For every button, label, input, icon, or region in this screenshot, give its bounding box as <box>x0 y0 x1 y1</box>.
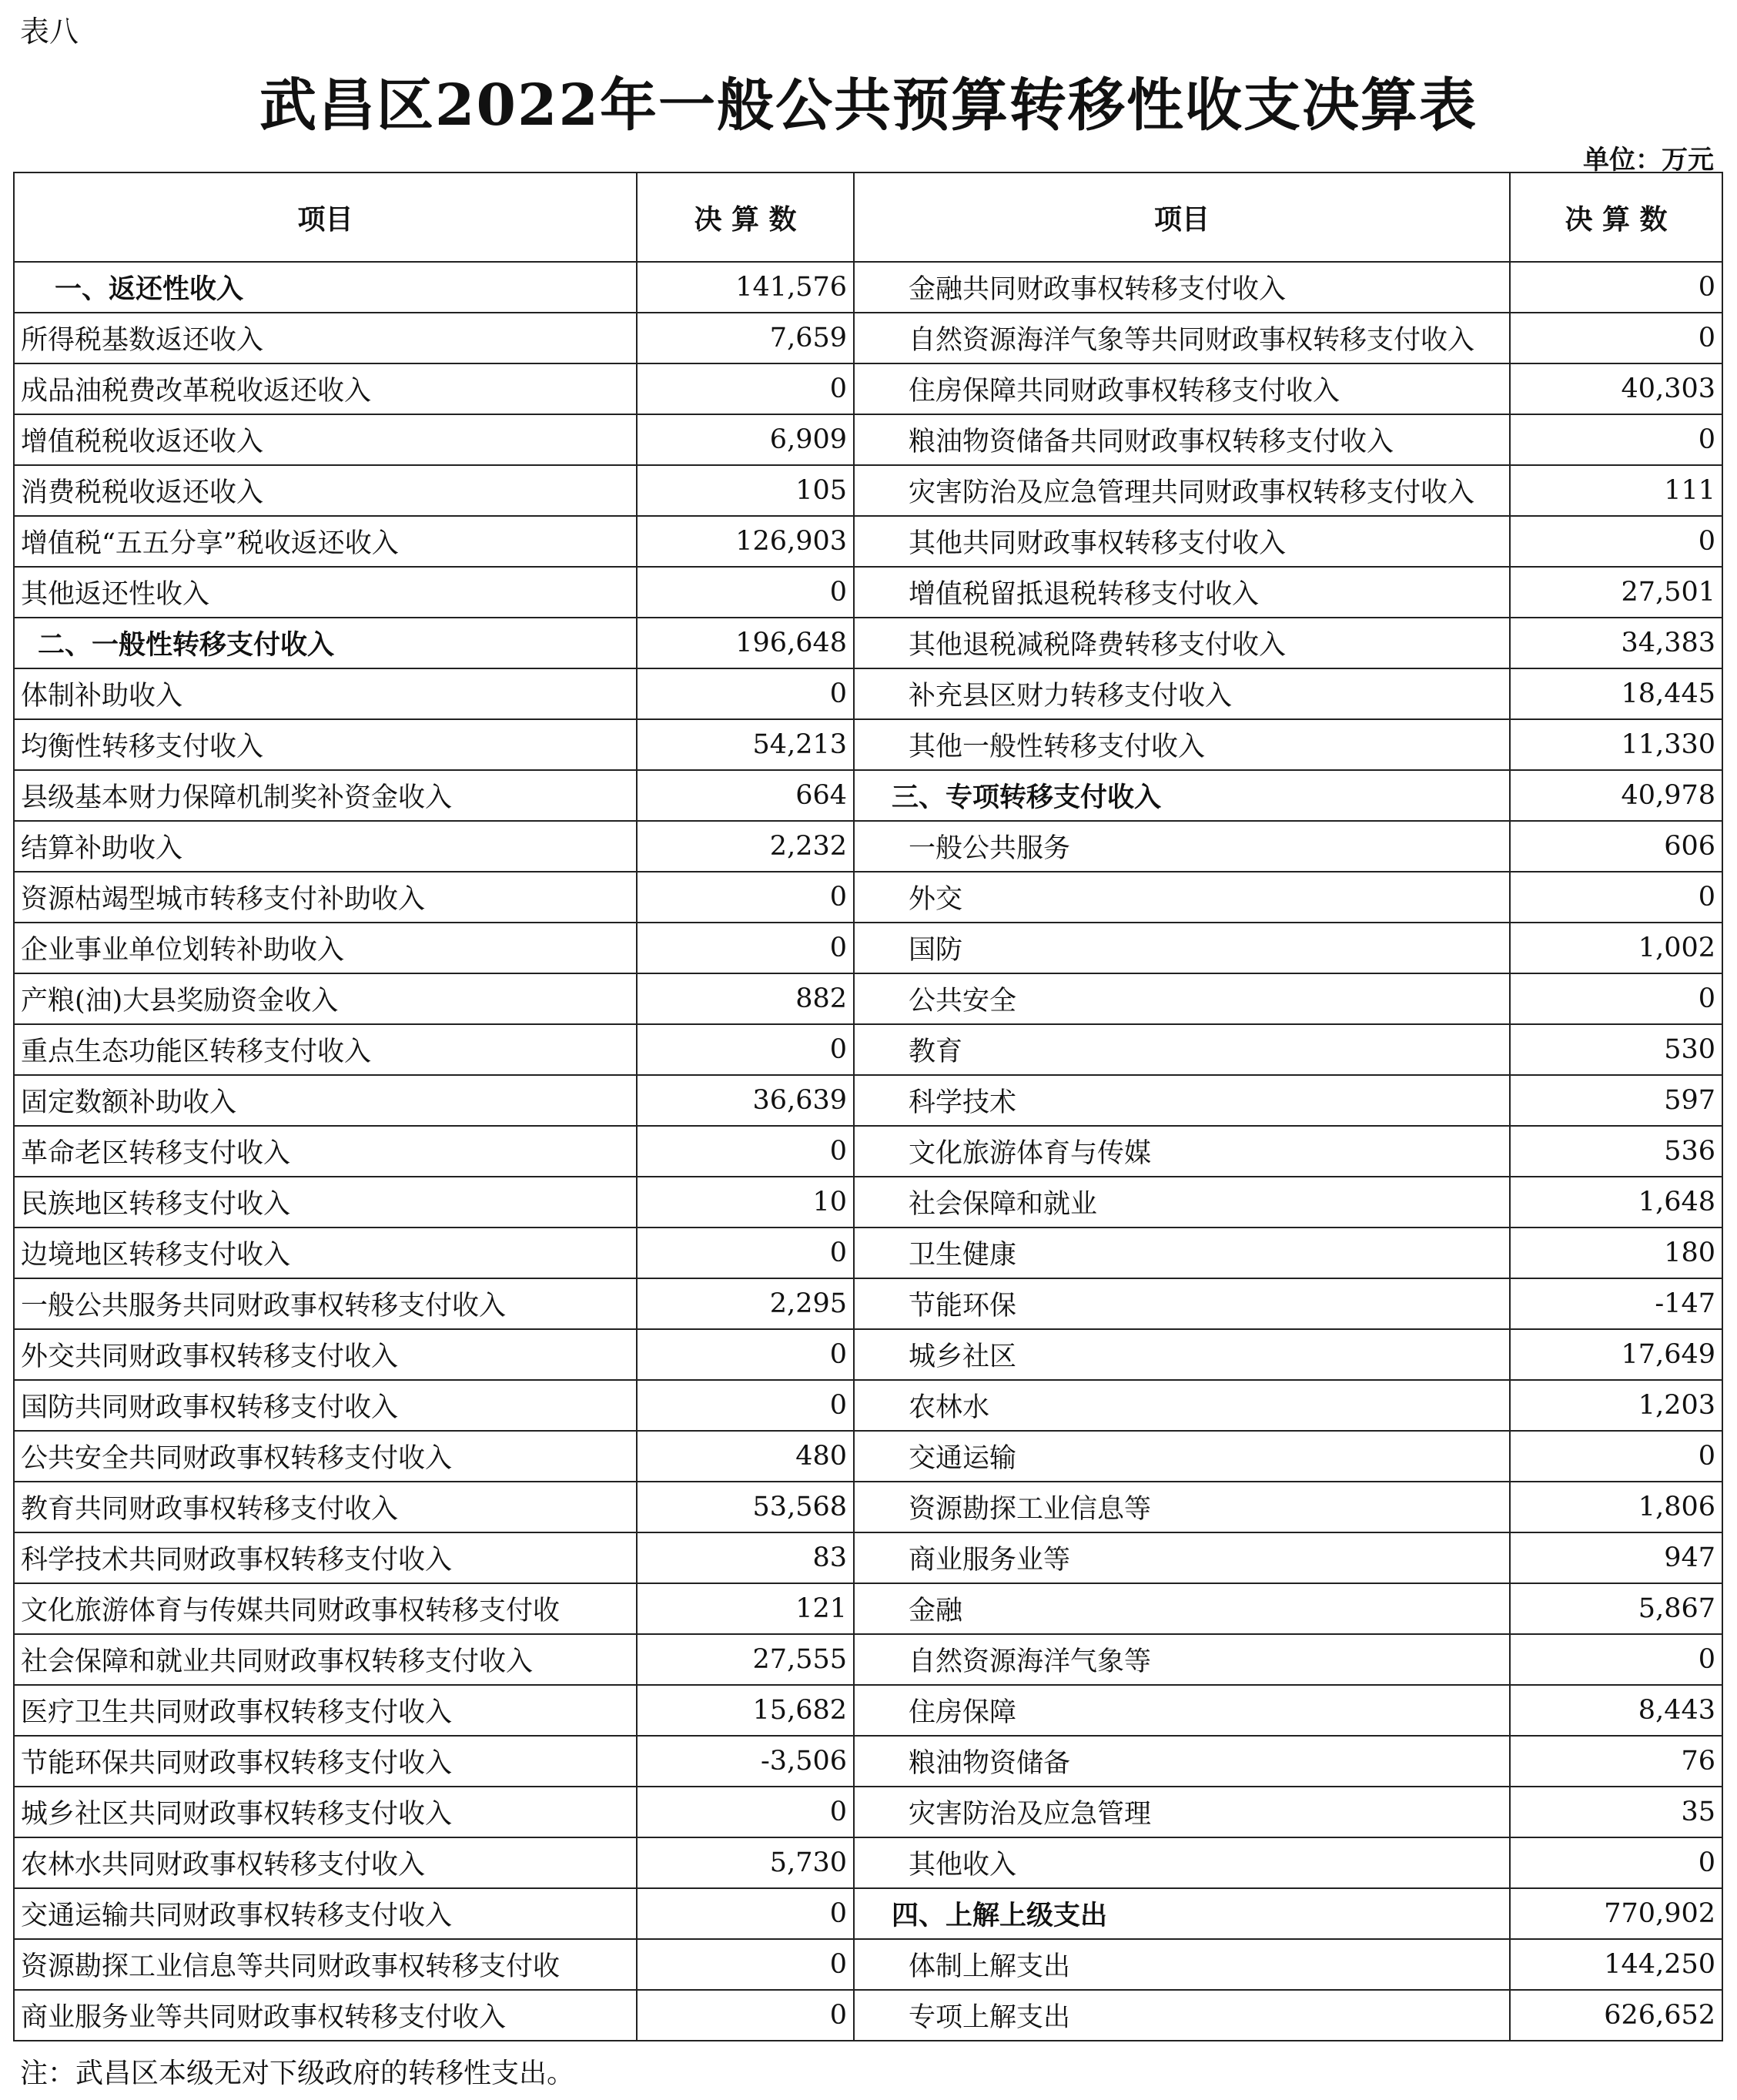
right-item-value: 1,203 <box>1510 1380 1722 1431</box>
left-item-value: 0 <box>637 923 854 973</box>
left-item-name: 民族地区转移支付收入 <box>14 1177 637 1228</box>
right-item-name: 公共安全 <box>854 973 1510 1024</box>
right-item-value: 0 <box>1510 1431 1722 1482</box>
header-item-right: 项目 <box>854 172 1510 262</box>
table-row <box>14 1482 1722 1532</box>
right-item-name: 金融 <box>854 1583 1510 1634</box>
table-row <box>14 618 1722 668</box>
left-item-value: 0 <box>637 363 854 414</box>
table-row <box>14 1431 1722 1482</box>
table-row <box>14 1837 1722 1888</box>
left-item-value: 882 <box>637 973 854 1024</box>
right-item-value: 0 <box>1510 414 1722 465</box>
table-row <box>14 1736 1722 1787</box>
left-item-name: 社会保障和就业共同财政事权转移支付收入 <box>14 1634 637 1685</box>
left-item-name: 商业服务业等共同财政事权转移支付收入 <box>14 1990 637 2041</box>
table-row <box>14 313 1722 363</box>
right-item-value: 1,002 <box>1510 923 1722 973</box>
left-item-value: 10 <box>637 1177 854 1228</box>
right-item-value: 18,445 <box>1510 668 1722 719</box>
left-item-value: 0 <box>637 1990 854 2041</box>
left-item-value: 105 <box>637 465 854 516</box>
right-item-name: 农林水 <box>854 1380 1510 1431</box>
right-item-value: 11,330 <box>1510 719 1722 770</box>
left-item-value: 27,555 <box>637 1634 854 1685</box>
left-item-name: 教育共同财政事权转移支付收入 <box>14 1482 637 1532</box>
right-item-value: 17,649 <box>1510 1329 1722 1380</box>
left-item-value: 0 <box>637 1939 854 1990</box>
left-item-name: 所得税基数返还收入 <box>14 313 637 363</box>
table-row <box>14 668 1722 719</box>
right-item-value: 40,978 <box>1510 770 1722 821</box>
left-item-name: 外交共同财政事权转移支付收入 <box>14 1329 637 1380</box>
left-item-value: 53,568 <box>637 1482 854 1532</box>
table-row <box>14 719 1722 770</box>
table-row <box>14 770 1722 821</box>
right-item-name: 外交 <box>854 872 1510 923</box>
right-item-name: 体制上解支出 <box>854 1939 1510 1990</box>
left-item-value: 54,213 <box>637 719 854 770</box>
right-item-name: 商业服务业等 <box>854 1532 1510 1583</box>
right-item-name: 金融共同财政事权转移支付收入 <box>854 262 1510 313</box>
header-value-right: 决 算 数 <box>1510 172 1722 262</box>
header-value-left: 决 算 数 <box>637 172 854 262</box>
footnote: 注：武昌区本级无对下级政府的转移性支出。 <box>20 2058 575 2089</box>
table-row <box>14 1278 1722 1329</box>
table-row <box>14 821 1722 872</box>
table-row <box>14 1228 1722 1278</box>
right-item-value: 606 <box>1510 821 1722 872</box>
table-header-row <box>14 172 1722 262</box>
table-row <box>14 1024 1722 1075</box>
left-item-value: 126,903 <box>637 516 854 567</box>
left-item-value: 121 <box>637 1583 854 1634</box>
left-item-value: -3,506 <box>637 1736 854 1787</box>
right-item-name: 灾害防治及应急管理 <box>854 1787 1510 1837</box>
left-item-value: 6,909 <box>637 414 854 465</box>
table-row <box>14 567 1722 618</box>
left-item-name: 增值税“五五分享”税收返还收入 <box>14 516 637 567</box>
table-row <box>14 1634 1722 1685</box>
left-item-value: 83 <box>637 1532 854 1583</box>
right-item-value: 536 <box>1510 1126 1722 1177</box>
unit-label: 单位：万元 <box>1583 145 1714 176</box>
right-item-name: 增值税留抵退税转移支付收入 <box>854 567 1510 618</box>
table-row <box>14 262 1722 313</box>
left-item-value: 36,639 <box>637 1075 854 1126</box>
right-item-name: 自然资源海洋气象等 <box>854 1634 1510 1685</box>
right-item-name: 自然资源海洋气象等共同财政事权转移支付收入 <box>854 313 1510 363</box>
table-row <box>14 1787 1722 1837</box>
left-item-value: 15,682 <box>637 1685 854 1736</box>
right-item-name: 交通运输 <box>854 1431 1510 1482</box>
left-item-name: 企业事业单位划转补助收入 <box>14 923 637 973</box>
table-row <box>14 1939 1722 1990</box>
right-item-name: 国防 <box>854 923 1510 973</box>
left-item-value: 0 <box>637 1024 854 1075</box>
right-item-name: 补充县区财力转移支付收入 <box>854 668 1510 719</box>
left-item-value: 141,576 <box>637 262 854 313</box>
left-item-value: 0 <box>637 1888 854 1939</box>
right-item-value: -147 <box>1510 1278 1722 1329</box>
left-item-name: 其他返还性收入 <box>14 567 637 618</box>
left-item-name: 资源枯竭型城市转移支付补助收入 <box>14 872 637 923</box>
left-item-name: 消费税税收返还收入 <box>14 465 637 516</box>
table-row <box>14 465 1722 516</box>
left-item-name: 节能环保共同财政事权转移支付收入 <box>14 1736 637 1787</box>
right-item-name: 住房保障 <box>854 1685 1510 1736</box>
right-item-name: 社会保障和就业 <box>854 1177 1510 1228</box>
left-item-value: 0 <box>637 1126 854 1177</box>
left-item-name: 二、一般性转移支付收入 <box>14 618 637 668</box>
left-item-value: 196,648 <box>637 618 854 668</box>
left-item-name: 结算补助收入 <box>14 821 637 872</box>
left-item-value: 0 <box>637 668 854 719</box>
table-row <box>14 1329 1722 1380</box>
header-item-left: 项目 <box>14 172 637 262</box>
left-item-name: 国防共同财政事权转移支付收入 <box>14 1380 637 1431</box>
left-item-name: 一、返还性收入 <box>14 262 637 313</box>
right-item-value: 180 <box>1510 1228 1722 1278</box>
left-item-value: 0 <box>637 1329 854 1380</box>
right-item-value: 0 <box>1510 516 1722 567</box>
table-row <box>14 1888 1722 1939</box>
right-item-name: 灾害防治及应急管理共同财政事权转移支付收入 <box>854 465 1510 516</box>
left-item-name: 文化旅游体育与传媒共同财政事权转移支付收 <box>14 1583 637 1634</box>
right-item-value: 626,652 <box>1510 1990 1722 2041</box>
right-item-value: 1,648 <box>1510 1177 1722 1228</box>
table-row <box>14 872 1722 923</box>
left-item-value: 7,659 <box>637 313 854 363</box>
right-item-value: 1,806 <box>1510 1482 1722 1532</box>
right-item-name: 其他一般性转移支付收入 <box>854 719 1510 770</box>
right-item-name: 节能环保 <box>854 1278 1510 1329</box>
table-row <box>14 414 1722 465</box>
left-item-name: 重点生态功能区转移支付收入 <box>14 1024 637 1075</box>
right-item-value: 0 <box>1510 973 1722 1024</box>
right-item-value: 0 <box>1510 313 1722 363</box>
left-item-value: 0 <box>637 1787 854 1837</box>
right-item-value: 35 <box>1510 1787 1722 1837</box>
table-row <box>14 363 1722 414</box>
page-title: 武昌区2022年一般公共预算转移性收支决算表 <box>259 72 1478 139</box>
right-item-value: 76 <box>1510 1736 1722 1787</box>
table-row <box>14 1532 1722 1583</box>
right-item-value: 5,867 <box>1510 1583 1722 1634</box>
right-item-value: 0 <box>1510 1634 1722 1685</box>
table-row <box>14 973 1722 1024</box>
right-item-name: 资源勘探工业信息等 <box>854 1482 1510 1532</box>
left-item-value: 0 <box>637 1380 854 1431</box>
left-item-name: 均衡性转移支付收入 <box>14 719 637 770</box>
right-item-name: 其他共同财政事权转移支付收入 <box>854 516 1510 567</box>
right-item-value: 40,303 <box>1510 363 1722 414</box>
right-item-name: 文化旅游体育与传媒 <box>854 1126 1510 1177</box>
right-item-name: 科学技术 <box>854 1075 1510 1126</box>
left-item-name: 一般公共服务共同财政事权转移支付收入 <box>14 1278 637 1329</box>
left-item-name: 体制补助收入 <box>14 668 637 719</box>
table-row <box>14 1380 1722 1431</box>
left-item-value: 0 <box>637 1228 854 1278</box>
left-item-value: 2,232 <box>637 821 854 872</box>
right-item-name: 粮油物资储备 <box>854 1736 1510 1787</box>
left-item-name: 公共安全共同财政事权转移支付收入 <box>14 1431 637 1482</box>
right-item-name: 一般公共服务 <box>854 821 1510 872</box>
right-item-value: 530 <box>1510 1024 1722 1075</box>
right-item-value: 947 <box>1510 1532 1722 1583</box>
right-item-name: 其他退税减税降费转移支付收入 <box>854 618 1510 668</box>
right-item-name: 四、上解上级支出 <box>854 1888 1510 1939</box>
table-row <box>14 923 1722 973</box>
left-item-name: 城乡社区共同财政事权转移支付收入 <box>14 1787 637 1837</box>
table-row <box>14 1075 1722 1126</box>
right-item-value: 770,902 <box>1510 1888 1722 1939</box>
right-item-value: 27,501 <box>1510 567 1722 618</box>
left-item-name: 产粮(油)大县奖励资金收入 <box>14 973 637 1024</box>
right-item-value: 0 <box>1510 262 1722 313</box>
left-item-name: 科学技术共同财政事权转移支付收入 <box>14 1532 637 1583</box>
table-row <box>14 1126 1722 1177</box>
left-item-name: 县级基本财力保障机制奖补资金收入 <box>14 770 637 821</box>
right-item-name: 卫生健康 <box>854 1228 1510 1278</box>
table-row <box>14 1990 1722 2041</box>
right-item-name: 城乡社区 <box>854 1329 1510 1380</box>
left-item-name: 边境地区转移支付收入 <box>14 1228 637 1278</box>
left-item-value: 5,730 <box>637 1837 854 1888</box>
table-row <box>14 516 1722 567</box>
left-item-name: 医疗卫生共同财政事权转移支付收入 <box>14 1685 637 1736</box>
table-row <box>14 1177 1722 1228</box>
right-item-value: 34,383 <box>1510 618 1722 668</box>
left-item-value: 2,295 <box>637 1278 854 1329</box>
left-item-value: 480 <box>637 1431 854 1482</box>
table-row <box>14 1583 1722 1634</box>
right-item-name: 专项上解支出 <box>854 1990 1510 2041</box>
left-item-value: 0 <box>637 567 854 618</box>
left-item-name: 固定数额补助收入 <box>14 1075 637 1126</box>
right-item-name: 住房保障共同财政事权转移支付收入 <box>854 363 1510 414</box>
left-item-name: 农林水共同财政事权转移支付收入 <box>14 1837 637 1888</box>
right-item-value: 8,443 <box>1510 1685 1722 1736</box>
right-item-value: 0 <box>1510 1837 1722 1888</box>
left-item-name: 增值税税收返还收入 <box>14 414 637 465</box>
table-row <box>14 1685 1722 1736</box>
left-item-name: 革命老区转移支付收入 <box>14 1126 637 1177</box>
left-item-name: 交通运输共同财政事权转移支付收入 <box>14 1888 637 1939</box>
left-item-value: 664 <box>637 770 854 821</box>
right-item-value: 597 <box>1510 1075 1722 1126</box>
budget-table <box>13 172 1723 2041</box>
right-item-value: 144,250 <box>1510 1939 1722 1990</box>
right-item-name: 其他收入 <box>854 1837 1510 1888</box>
left-item-name: 资源勘探工业信息等共同财政事权转移支付收 <box>14 1939 637 1990</box>
right-item-name: 三、专项转移支付收入 <box>854 770 1510 821</box>
left-item-name: 成品油税费改革税收返还收入 <box>14 363 637 414</box>
right-item-value: 0 <box>1510 872 1722 923</box>
left-item-value: 0 <box>637 872 854 923</box>
right-item-name: 教育 <box>854 1024 1510 1075</box>
right-item-name: 粮油物资储备共同财政事权转移支付收入 <box>854 414 1510 465</box>
right-item-value: 111 <box>1510 465 1722 516</box>
table-number-label: 表八 <box>20 15 79 49</box>
